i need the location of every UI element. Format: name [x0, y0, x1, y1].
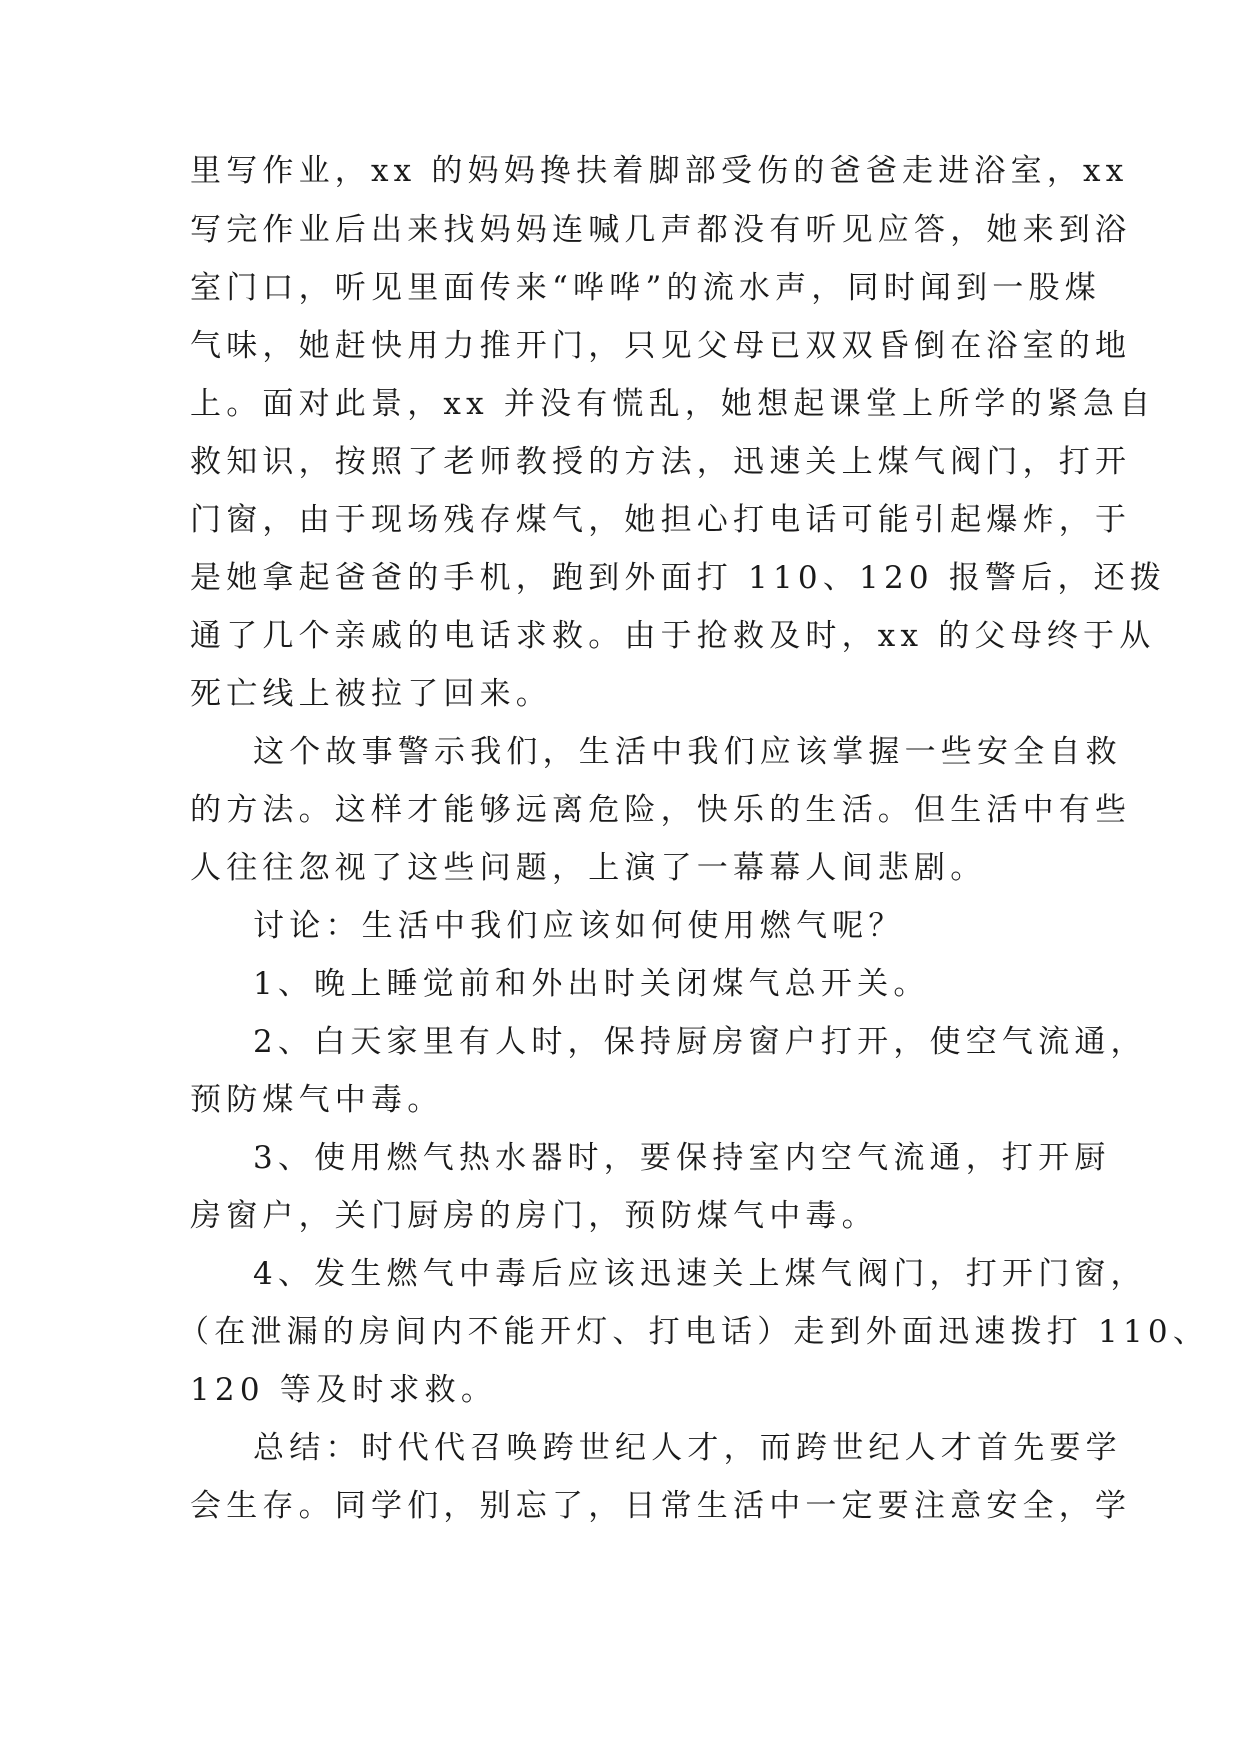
list-item: 3、使用燃气热水器时，要保持室内空气流通，打开厨	[253, 1140, 1111, 1176]
text-line: 通了几个亲戚的电话求救。由于抢救及时，xx 的父母终于从	[190, 618, 1156, 654]
text-line: 救知识，按照了老师教授的方法，迅速关上煤气阀门，打开	[190, 444, 1132, 480]
text-line: 门窗，由于现场残存煤气，她担心打电话可能引起爆炸，于	[190, 502, 1132, 538]
list-item: 1、晚上睡觉前和外出时关闭煤气总开关。	[253, 966, 930, 1002]
text-line: 死亡线上被拉了回来。	[190, 676, 552, 712]
text-line: （在泄漏的房间内不能开灯、打电话）走到外面迅速拨打 110、	[178, 1314, 1210, 1350]
text-line: 人往往忽视了这些问题，上演了一幕幕人间悲剧。	[190, 850, 987, 886]
text-line: 写完作业后出来找妈妈连喊几声都没有听见应答，她来到浴	[190, 212, 1132, 248]
list-item: 4、发生燃气中毒后应该迅速关上煤气阀门，打开门窗，	[253, 1256, 1147, 1292]
text-line: 的方法。这样才能够远离危险，快乐的生活。但生活中有些	[190, 792, 1132, 828]
text-line: 里写作业，xx 的妈妈搀扶着脚部受伤的爸爸走进浴室，xx	[190, 153, 1129, 189]
discussion-question: 讨论：生活中我们应该如何使用燃气呢？	[253, 908, 905, 944]
summary-line: 总结：时代代召唤跨世纪人才，而跨世纪人才首先要学	[253, 1430, 1122, 1466]
text-line: 会生存。同学们，别忘了，日常生活中一定要注意安全，学	[190, 1488, 1132, 1524]
list-item: 2、白天家里有人时，保持厨房窗户打开，使空气流通，	[253, 1024, 1147, 1060]
text-line: 这个故事警示我们，生活中我们应该掌握一些安全自救	[253, 734, 1122, 770]
text-line: 是她拿起爸爸的手机，跑到外面打 110、120 报警后，还拨	[190, 560, 1167, 596]
text-line: 室门口，听见里面传来“哗哗”的流水声，同时闻到一股煤	[190, 270, 1101, 306]
text-line: 上。面对此景，xx 并没有慌乱，她想起课堂上所学的紧急自	[190, 386, 1156, 422]
text-line: 气味，她赶快用力推开门，只见父母已双双昏倒在浴室的地	[190, 328, 1132, 364]
text-line: 120 等及时求救。	[190, 1372, 498, 1408]
text-line: 房窗户，关门厨房的房门，预防煤气中毒。	[190, 1198, 878, 1234]
text-line: 预防煤气中毒。	[190, 1082, 444, 1118]
